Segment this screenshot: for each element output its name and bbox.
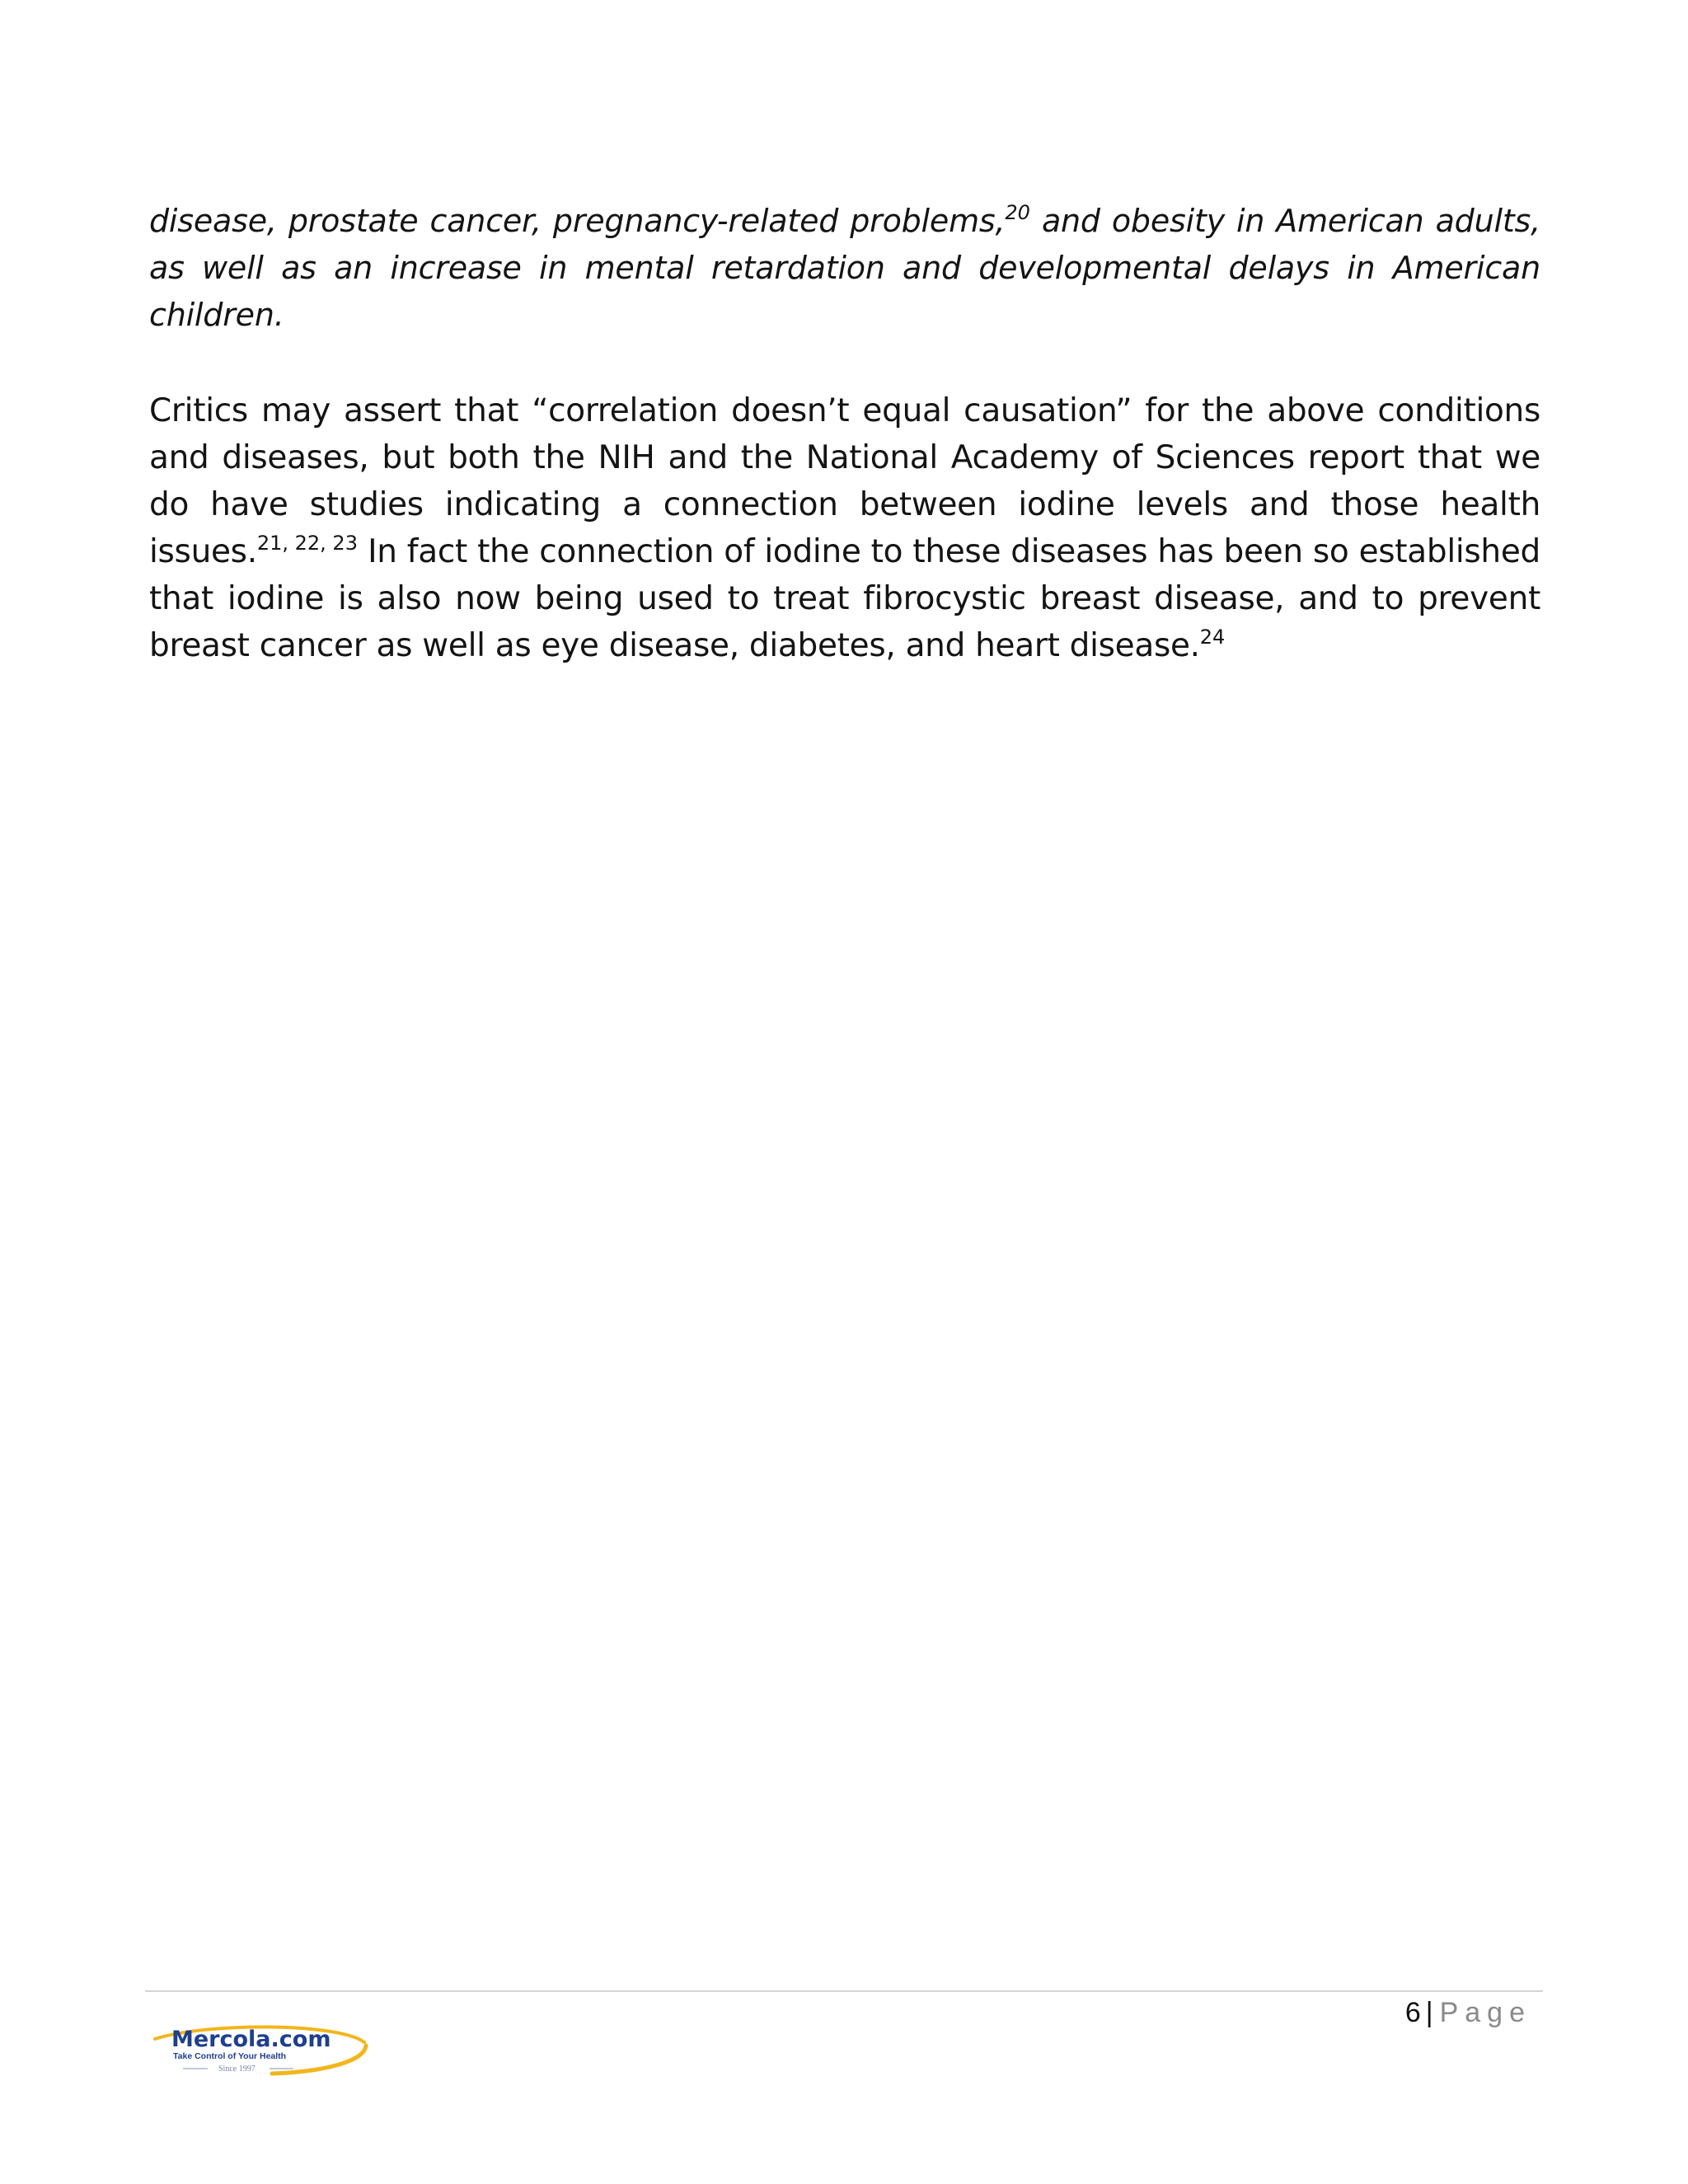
page-number-value: 6 bbox=[1404, 1997, 1421, 2028]
logo-tagline: Take Control of Your Health bbox=[173, 2051, 287, 2061]
footnote-ref-24[interactable]: 24 bbox=[1199, 626, 1226, 649]
paragraph-text: Critics may assert that “correlation doesn’t equal causation” for the above conditions and diseases, but both the NIH and the National Academy of Sciences report that we do have studies indicating a connection between iodine levels and those health issues. bbox=[149, 392, 1540, 570]
footnote-ref-21-22-23[interactable]: 21, 22, 23 bbox=[256, 532, 358, 555]
body-paragraph bbox=[149, 387, 1540, 669]
footnote-ref-20[interactable]: 20 bbox=[1005, 201, 1030, 224]
logo-brand: Mercola.com bbox=[171, 2027, 331, 2052]
page-number bbox=[1405, 1994, 1531, 2031]
logo-since: Since 1997 bbox=[218, 2064, 256, 2074]
paragraph-text: disease, prostate cancer, pregnancy-related problems, bbox=[149, 203, 1006, 239]
paragraph-text: In fact the connection of iodine to these diseases has been so established that iodine is also now being used to treat fibrocystic breast disease, and to prevent breast cancer as well as eye disease, diabetes, and heart disease. bbox=[149, 533, 1540, 664]
paragraph-text: and obesity in American adults, as well as an increase in mental retardation and developmental delays in American children. bbox=[149, 203, 1540, 333]
page-number-separator: | bbox=[1425, 1997, 1433, 2028]
italic-paragraph bbox=[149, 198, 1540, 339]
mercola-logo bbox=[148, 2021, 371, 2079]
footer-divider bbox=[145, 1990, 1543, 1992]
page-word: Page bbox=[1439, 1997, 1531, 2028]
